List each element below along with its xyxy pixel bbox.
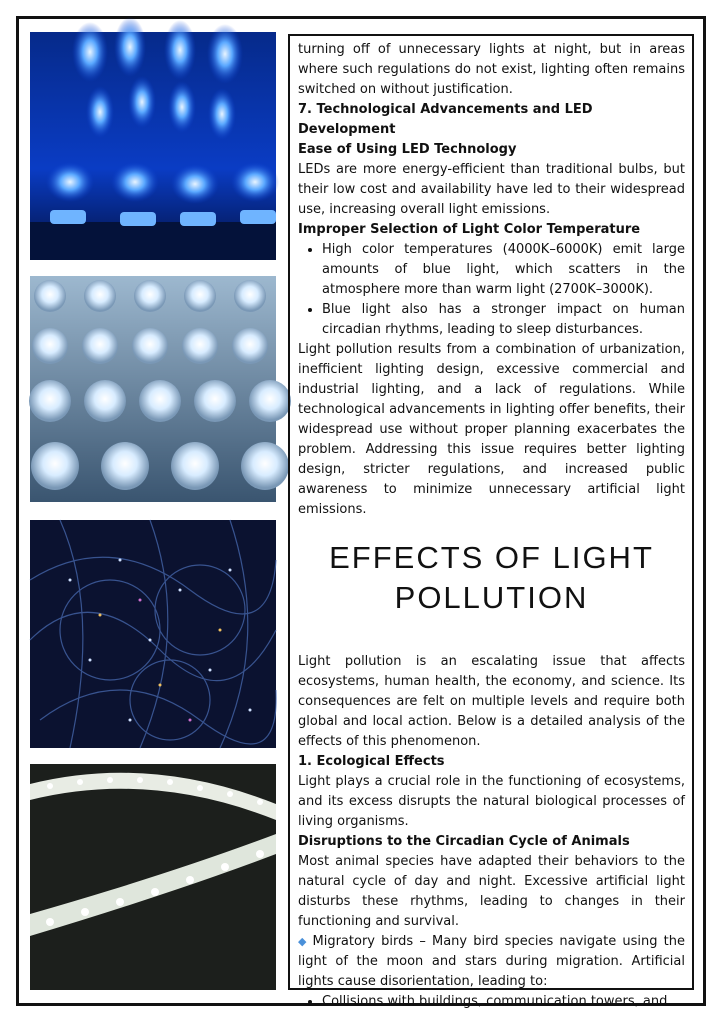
section-title-line2: POLLUTION <box>394 580 589 615</box>
paragraph-birds <box>298 932 685 992</box>
led-bulbs-photo <box>30 276 276 502</box>
led-strip-photo <box>30 764 276 990</box>
heading-ecological-effects: 1. Ecological Effects <box>298 754 445 769</box>
paragraph-circadian: Most animal species have adapted their behaviors to the natural cycle of day and night. Excessive artificial light disturbs these rhythms, leading to changes in their functioning and survival. <box>298 854 685 929</box>
color-temperature-list <box>298 240 685 340</box>
heading-circadian: Disruptions to the Circadian Cycle of Animals <box>298 834 630 849</box>
paragraph-intro: Light pollution is an escalating issue that affects ecosystems, human health, the economy, and science. Its consequences are felt on multiple levels and require both global and local action. Below is a detailed analysis of the effects of this phenomenon. <box>298 654 685 749</box>
diamond-bullet-icon: ◆ <box>298 935 309 948</box>
fiber-lights-photo <box>30 520 276 748</box>
heading-ease-led: Ease of Using LED Technology <box>298 142 517 157</box>
list-item: • Blue light also has a stronger impact on human circadian rhythms, leading to sleep disturbances. <box>322 300 685 340</box>
heading-color-temperature: Improper Selection of Light Color Temperature <box>298 222 641 237</box>
paragraph-ecological: Light plays a crucial role in the functioning of ecosystems, and its excess disrupts the natural biological processes of living organisms. <box>298 774 685 829</box>
section-title-line1: EFFECTS OF LIGHT <box>329 540 654 575</box>
paragraph-led: LEDs are more energy-efficient than traditional bulbs, but their low cost and availability have led to their widespread use, increasing overall light emissions. <box>298 162 685 217</box>
text-column <box>288 34 694 1009</box>
paragraph-regulations: turning off of unnecessary lights at night, but in areas where such regulations do not exist, lighting often remains switched on without justification. <box>298 42 685 97</box>
blue-led-photo <box>30 32 276 260</box>
birds-text: Migratory birds – Many bird species navigate using the light of the moon and stars during migration. Artificial lights cause disorientation, leading to: <box>298 934 685 989</box>
section-title <box>298 538 685 618</box>
paragraph-summary: Light pollution results from a combination of urbanization, inefficient lighting design, excessive commercial and industrial lighting, and a lack of regulations. While technological advancements in lighting offer benefits, their widespread use without proper planning exacerbates the problem. Addressing this issue requires better lighting design, stricter regulations, and increased public awareness to minimize unnecessary artificial light emissions. <box>298 342 685 517</box>
list-item: • Collisions with buildings, communication towers, and <box>322 992 685 1012</box>
heading-tech-advancements: 7. Technological Advancements and LED Development <box>298 102 593 137</box>
list-item: • High color temperatures (4000K–6000K) emit large amounts of blue light, which scatters in the atmosphere more than warm light (2700K–3000K). <box>322 240 685 300</box>
birds-list <box>298 992 685 1012</box>
